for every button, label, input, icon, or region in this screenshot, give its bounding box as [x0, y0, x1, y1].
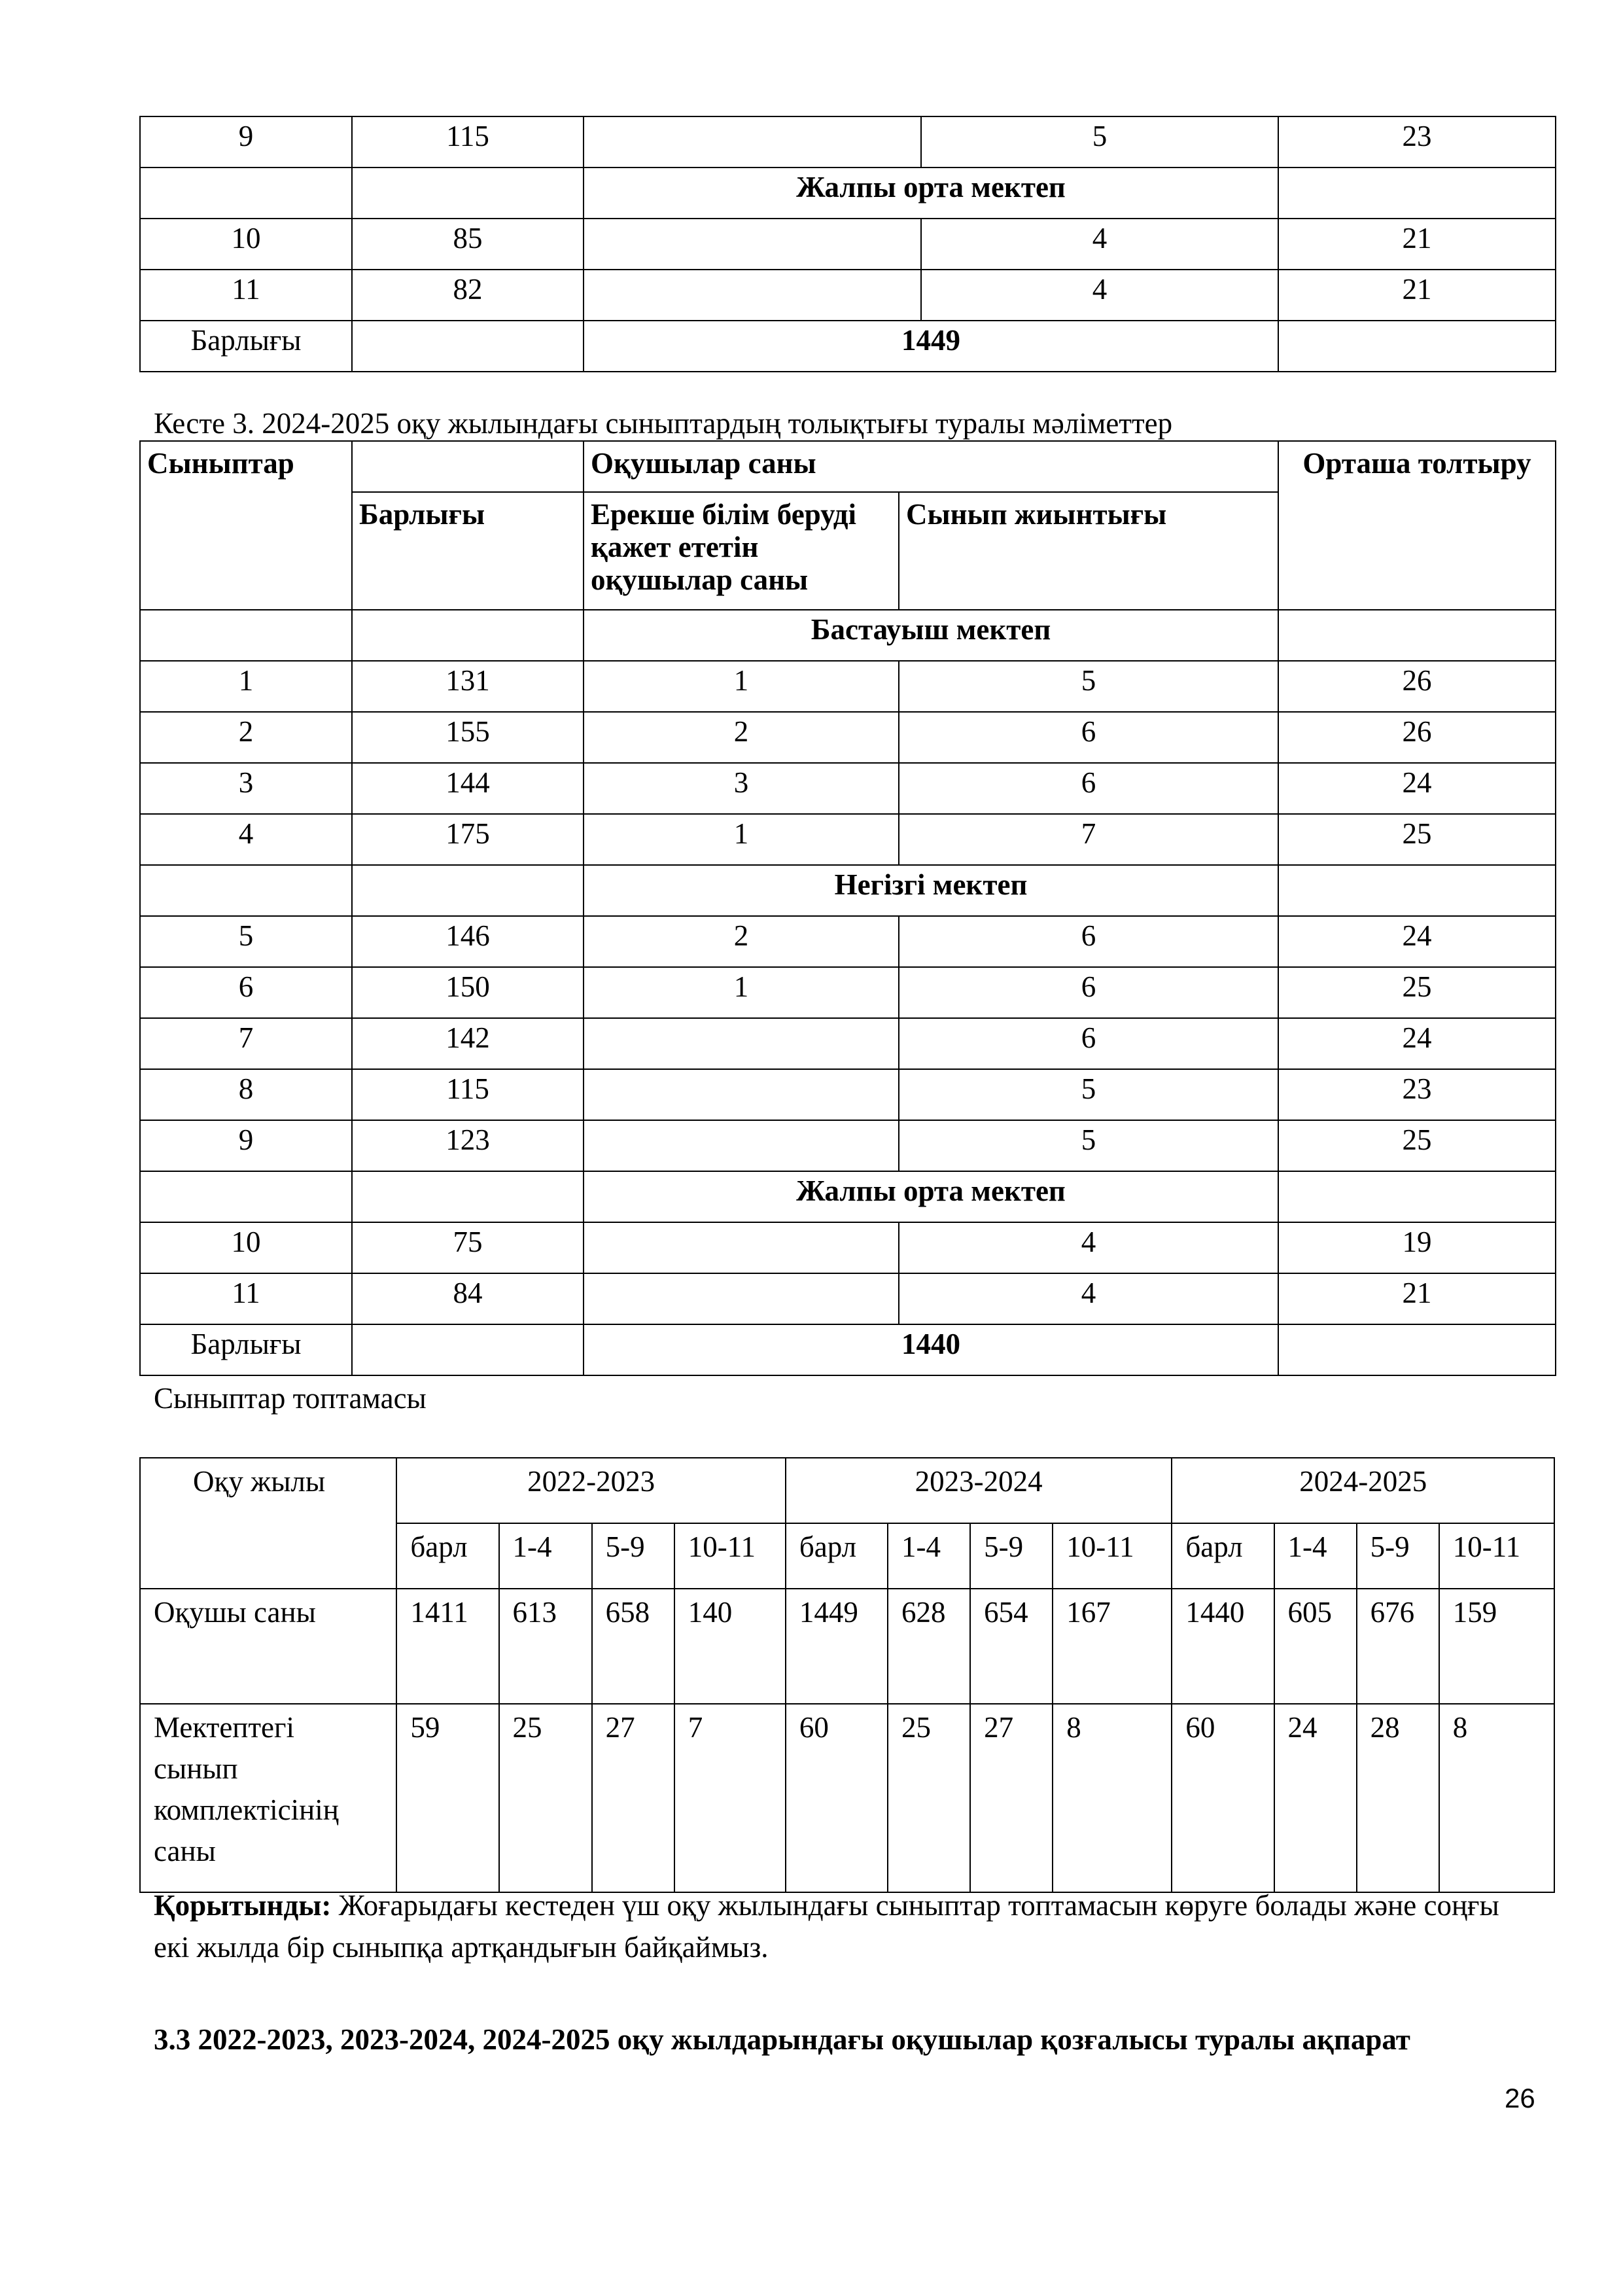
sets-cell: 6 [899, 712, 1278, 763]
sets-cell: 4 [921, 219, 1278, 270]
value-cell: 167 [1053, 1589, 1172, 1704]
total-cell: 75 [352, 1222, 584, 1273]
table-row [140, 1222, 1556, 1273]
special-cell [584, 116, 921, 168]
avg-cell: 26 [1278, 712, 1556, 763]
special-cell [584, 270, 921, 321]
avg-cell: 24 [1278, 1018, 1556, 1069]
sets-cell: 4 [899, 1273, 1278, 1324]
sets-cell: 4 [899, 1222, 1278, 1273]
value-cell: 658 [592, 1589, 674, 1704]
page-number: 26 [1505, 2083, 1535, 2113]
total-cell: 142 [352, 1018, 584, 1069]
sets-cell: 6 [899, 916, 1278, 967]
subheader-cell: 10-11 [1439, 1523, 1554, 1589]
header-year: 2022-2023 [396, 1458, 786, 1523]
sets-cell: 6 [899, 967, 1278, 1018]
table-row [140, 116, 1556, 168]
table-row [140, 1273, 1556, 1324]
header-students-count: Оқушылар саны [584, 441, 1278, 492]
empty-cell [352, 610, 584, 661]
avg-cell: 26 [1278, 661, 1556, 712]
value-cell: 27 [970, 1704, 1053, 1892]
special-cell [584, 1120, 899, 1171]
table-row [140, 1589, 1554, 1704]
section-row [140, 865, 1556, 916]
total-row [140, 321, 1556, 372]
subheader-cell: 5-9 [1357, 1523, 1439, 1589]
value-cell: 27 [592, 1704, 674, 1892]
sets-cell: 5 [899, 661, 1278, 712]
value-cell: 613 [499, 1589, 592, 1704]
section-title: Жалпы орта мектеп [584, 1171, 1278, 1222]
table-row [140, 814, 1556, 865]
empty-cell [140, 1171, 352, 1222]
total-cell: 146 [352, 916, 584, 967]
value-cell: 676 [1357, 1589, 1439, 1704]
table-row [140, 763, 1556, 814]
header-year-label: Оқу жылы [140, 1458, 396, 1589]
avg-cell: 21 [1278, 219, 1556, 270]
value-cell: 628 [888, 1589, 970, 1704]
avg-cell: 24 [1278, 916, 1556, 967]
subheader-cell: 5-9 [970, 1523, 1053, 1589]
class-cell: 6 [140, 967, 352, 1018]
sets-cell: 6 [899, 1018, 1278, 1069]
subheader-cell: 1-4 [499, 1523, 592, 1589]
row-label: Оқушы саны [140, 1589, 396, 1704]
value-cell: 24 [1274, 1704, 1357, 1892]
value-cell: 7 [674, 1704, 786, 1892]
empty-cell [352, 865, 584, 916]
total-cell: 115 [352, 1069, 584, 1120]
sets-cell: 7 [899, 814, 1278, 865]
value-cell: 1449 [786, 1589, 888, 1704]
section-title: Негізгі мектеп [584, 865, 1278, 916]
value-cell: 28 [1357, 1704, 1439, 1892]
value-cell: 605 [1274, 1589, 1357, 1704]
section-row [140, 168, 1556, 219]
special-cell: 2 [584, 916, 899, 967]
value-cell: 159 [1439, 1589, 1554, 1704]
grouping-title: Сыныптар топтамасы [154, 1382, 427, 1415]
total-cell: 150 [352, 967, 584, 1018]
section-title: Жалпы орта мектеп [584, 168, 1278, 219]
special-cell: 1 [584, 814, 899, 865]
avg-cell: 25 [1278, 967, 1556, 1018]
total-cell: 84 [352, 1273, 584, 1324]
class-cell: 9 [140, 1120, 352, 1171]
value-cell: 654 [970, 1589, 1053, 1704]
header-special-needs: Ерекше білім беруді қажет ететін оқушылар саны [584, 492, 899, 610]
total-cell: 85 [352, 219, 584, 270]
sets-cell: 5 [899, 1120, 1278, 1171]
sets-cell: 4 [921, 270, 1278, 321]
table-row [140, 661, 1556, 712]
section-row [140, 610, 1556, 661]
special-cell: 1 [584, 967, 899, 1018]
class-cell: 1 [140, 661, 352, 712]
conclusion-text: Жоғарыдағы кестеден үш оқу жылындағы сыныптар топтамасын көруге болады және соңғы екі жылда бір сыныпқа артқандығын байқаймыз. [154, 1889, 1499, 1964]
class-cell: 4 [140, 814, 352, 865]
total-cell: 155 [352, 712, 584, 763]
table-row [140, 967, 1556, 1018]
total-cell: 144 [352, 763, 584, 814]
subheader-cell: 5-9 [592, 1523, 674, 1589]
sets-cell: 5 [921, 116, 1278, 168]
empty-cell [140, 865, 352, 916]
table-row [140, 1069, 1556, 1120]
special-cell [584, 1069, 899, 1120]
class-cell: 5 [140, 916, 352, 967]
total-cell: 131 [352, 661, 584, 712]
value-cell: 60 [786, 1704, 888, 1892]
class-fill-table-continued [139, 116, 1556, 372]
row-label: Мектептегі сынып комплектісінің саны [140, 1704, 396, 1892]
empty-cell [1278, 1171, 1556, 1222]
value-cell: 8 [1053, 1704, 1172, 1892]
class-cell: 7 [140, 1018, 352, 1069]
subheader-cell: барл [1172, 1523, 1274, 1589]
section-row [140, 1171, 1556, 1222]
section-heading: 3.3 2022-2023, 2023-2024, 2024-2025 оқу жылдарындағы оқушылар қозғалысы туралы ақпарат [154, 2023, 1410, 2056]
section-title: Бастауыш мектеп [584, 610, 1278, 661]
total-cell: 82 [352, 270, 584, 321]
subheader-cell: барл [786, 1523, 888, 1589]
total-value: 1449 [584, 321, 1278, 372]
empty-cell [352, 1171, 584, 1222]
class-cell: 10 [140, 219, 352, 270]
value-cell: 140 [674, 1589, 786, 1704]
special-cell: 1 [584, 661, 899, 712]
special-cell [584, 1222, 899, 1273]
class-cell: 9 [140, 116, 352, 168]
total-label: Барлығы [140, 321, 352, 372]
header-row [140, 441, 1556, 492]
class-fill-table-2024-2025 [139, 440, 1556, 1376]
avg-cell: 25 [1278, 1120, 1556, 1171]
subheader-cell: 1-4 [1274, 1523, 1357, 1589]
special-cell [584, 219, 921, 270]
header-row [140, 1458, 1554, 1523]
table-row [140, 712, 1556, 763]
header-avg-fill: Орташа толтыру [1278, 441, 1556, 610]
value-cell: 60 [1172, 1704, 1274, 1892]
avg-cell: 23 [1278, 116, 1556, 168]
class-cell: 11 [140, 1273, 352, 1324]
table-row [140, 219, 1556, 270]
value-cell: 1411 [396, 1589, 498, 1704]
avg-cell: 23 [1278, 1069, 1556, 1120]
total-label: Барлығы [140, 1324, 352, 1375]
special-cell: 3 [584, 763, 899, 814]
special-cell: 2 [584, 712, 899, 763]
total-row [140, 1324, 1556, 1375]
sets-cell: 5 [899, 1069, 1278, 1120]
subheader-cell: барл [396, 1523, 498, 1589]
class-grouping-table [139, 1457, 1555, 1893]
value-cell: 8 [1439, 1704, 1554, 1892]
avg-cell: 19 [1278, 1222, 1556, 1273]
class-cell: 3 [140, 763, 352, 814]
table-row [140, 916, 1556, 967]
avg-cell: 24 [1278, 763, 1556, 814]
total-cell: 115 [352, 116, 584, 168]
value-cell: 59 [396, 1704, 498, 1892]
subheader-cell: 10-11 [674, 1523, 786, 1589]
conclusion-paragraph [154, 1884, 1534, 1968]
special-cell [584, 1018, 899, 1069]
empty-cell [1278, 610, 1556, 661]
value-cell: 25 [499, 1704, 592, 1892]
table-row [140, 1704, 1554, 1892]
empty-cell [140, 610, 352, 661]
conclusion-label: Қорытынды: [154, 1889, 332, 1922]
class-cell: 2 [140, 712, 352, 763]
special-cell [584, 1273, 899, 1324]
total-cell: 123 [352, 1120, 584, 1171]
avg-cell: 21 [1278, 270, 1556, 321]
sets-cell: 6 [899, 763, 1278, 814]
avg-cell: 25 [1278, 814, 1556, 865]
subheader-cell: 10-11 [1053, 1523, 1172, 1589]
class-cell: 8 [140, 1069, 352, 1120]
table-row [140, 1018, 1556, 1069]
subheader-cell: 1-4 [888, 1523, 970, 1589]
avg-cell: 21 [1278, 1273, 1556, 1324]
value-cell: 1440 [1172, 1589, 1274, 1704]
header-class-sets: Сынып жиынтығы [899, 492, 1278, 610]
class-cell: 11 [140, 270, 352, 321]
empty-cell [1278, 865, 1556, 916]
header-year: 2023-2024 [786, 1458, 1172, 1523]
header-total: Барлығы [352, 492, 584, 610]
table-caption: Кесте 3. 2024-2025 оқу жылындағы сыныптардың толықтығы туралы мәліметтер [154, 407, 1173, 440]
total-value: 1440 [584, 1324, 1278, 1375]
header-year: 2024-2025 [1172, 1458, 1554, 1523]
table-row [140, 1120, 1556, 1171]
class-cell: 10 [140, 1222, 352, 1273]
table-row [140, 270, 1556, 321]
header-classes: Сыныптар [140, 441, 352, 610]
value-cell: 25 [888, 1704, 970, 1892]
total-cell: 175 [352, 814, 584, 865]
